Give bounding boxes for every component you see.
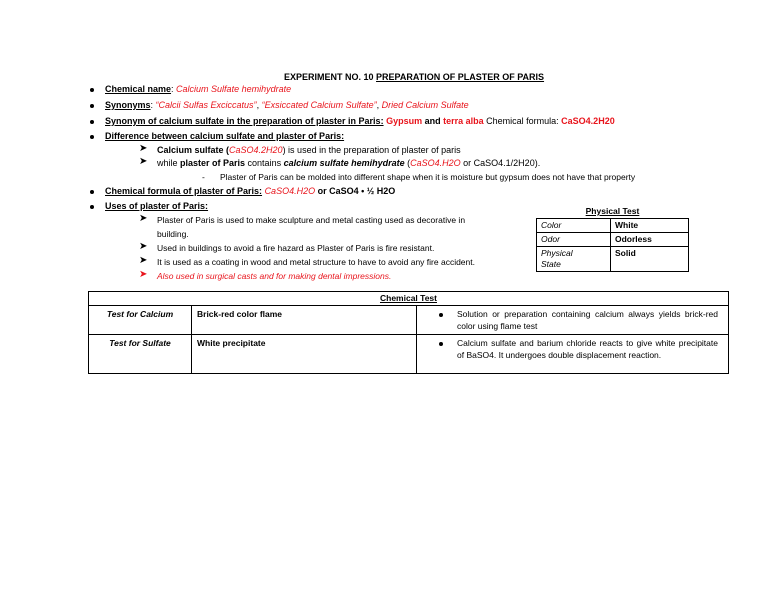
synonym-3: Dried Calcium Sulfate <box>381 100 469 110</box>
synonyms-line <box>105 100 469 110</box>
terra-alba-text: terra alba <box>443 116 484 126</box>
chemical-name-line <box>105 84 291 94</box>
sep: : <box>171 84 177 94</box>
and-text: and <box>422 116 444 126</box>
test-name: Test for Calcium <box>89 306 192 334</box>
table-row <box>89 335 728 373</box>
use-4: Also used in surgical casts and for making dental impressions. <box>157 271 392 281</box>
formula: CaSO4.2H20 <box>229 145 283 155</box>
physical-test-title: Physical Test <box>585 206 640 216</box>
gypsum-text: Gypsum <box>386 116 423 126</box>
bullet-icon <box>90 120 94 124</box>
difference-label: Difference between calcium sulfate and plaster of Paris: <box>105 131 345 141</box>
bullet-icon <box>90 190 94 194</box>
property-name-line: State <box>541 259 561 269</box>
bullet-icon <box>439 342 443 346</box>
formula: CaSO4.H2O <box>410 158 461 168</box>
synonym-prep-label: Synonym of calcium sulfate in the preparation of plaster in Paris: <box>105 116 384 126</box>
arrow-bullet-icon: ➤ <box>139 255 148 266</box>
formula-pop-value: CaSO4.H2O <box>264 186 316 196</box>
test-explanation-cell <box>417 306 728 334</box>
difference-line-1 <box>157 145 461 155</box>
property-value: White <box>611 219 689 233</box>
sep: , <box>376 100 382 110</box>
formula-pop-line <box>105 186 395 196</box>
use-1a: Plaster of Paris is used to make sculpture and metal casting used as decorative in <box>157 215 466 225</box>
chemical-test-title: Chemical Test <box>379 293 437 303</box>
table-row <box>537 219 689 233</box>
bullet-icon <box>439 313 443 317</box>
table-row <box>89 306 728 335</box>
difference-note: Plaster of Paris can be molded into different shape when it is moisture but gypsum does not have that property <box>220 172 636 182</box>
arrow-bullet-icon: ➤ <box>139 269 148 280</box>
test-explanation: Solution or preparation containing calcium always yields brick-red color using flame test <box>457 309 718 331</box>
text: ) is used in the preparation of plaster of paris <box>282 145 461 155</box>
text: ( <box>404 158 411 168</box>
test-result: White precipitate <box>192 335 417 373</box>
text: contains <box>245 158 284 168</box>
formula-label: Chemical formula: <box>483 116 562 126</box>
text: calcium sulfate hemihydrate <box>283 158 405 168</box>
synonym-prep-line <box>105 116 615 126</box>
property-name-line: Physical <box>541 248 573 258</box>
physical-test-table <box>536 204 689 270</box>
text: plaster of Paris <box>180 158 246 168</box>
test-explanation: Calcium sulfate and barium chloride reacts to give white precipitate of BaSO4. It undergoes double displacement reaction. <box>457 338 718 360</box>
physical-test-grid <box>536 218 689 272</box>
table-row <box>537 247 689 272</box>
chemical-name-value: Calcium Sulfate hemihydrate <box>176 84 292 94</box>
bullet-icon <box>90 104 94 108</box>
property-value: Solid <box>611 247 689 272</box>
formula-pop-rest: or CaSO4 • ½ H2O <box>315 186 396 196</box>
synonym-1: “Calcii Sulfas Exciccatus” <box>155 100 257 110</box>
test-result: Brick-red color flame <box>192 306 417 334</box>
arrow-bullet-icon: ➤ <box>139 213 148 224</box>
chemical-test-header <box>89 292 728 306</box>
uses-label: Uses of plaster of Paris: <box>105 201 209 211</box>
text: Calcium sulfate ( <box>157 145 230 155</box>
arrow-bullet-icon: ➤ <box>139 143 148 154</box>
chemical-test-table <box>88 291 729 374</box>
sep: , <box>256 100 262 110</box>
title-prefix: EXPERIMENT NO. 10 <box>284 72 377 82</box>
difference-line-2 <box>157 158 540 168</box>
formula-value: CaSO4.2H20 <box>561 116 615 126</box>
dash-marker: - <box>202 172 205 182</box>
title-main: PREPARATION OF PLASTER OF PARIS <box>376 72 545 82</box>
property-name: Odor <box>537 233 611 247</box>
test-explanation-cell <box>417 335 728 373</box>
synonym-2: “Exsiccated Calcium Sulfate” <box>261 100 377 110</box>
synonyms-label: Synonyms <box>105 100 151 110</box>
bullet-icon <box>90 88 94 92</box>
table-row <box>537 233 689 247</box>
bullet-icon <box>90 135 94 139</box>
text: while <box>157 158 181 168</box>
page-title <box>284 72 544 82</box>
arrow-bullet-icon: ➤ <box>139 156 148 167</box>
chemical-name-label: Chemical name <box>105 84 172 94</box>
formula-pop-label: Chemical formula of plaster of Paris: <box>105 186 263 196</box>
property-value: Odorless <box>611 233 689 247</box>
text: or CaSO4.1/2H20). <box>460 158 541 168</box>
use-3: It is used as a coating in wood and metal structure to have to avoid any fire accident. <box>157 257 475 267</box>
test-name: Test for Sulfate <box>89 335 192 373</box>
property-name: Color <box>537 219 611 233</box>
use-2: Used in buildings to avoid a fire hazard as Plaster of Paris is fire resistant. <box>157 243 435 253</box>
use-1b: building. <box>157 229 189 239</box>
arrow-bullet-icon: ➤ <box>139 241 148 252</box>
sep: : <box>150 100 156 110</box>
property-name <box>537 247 611 272</box>
bullet-icon <box>90 205 94 209</box>
